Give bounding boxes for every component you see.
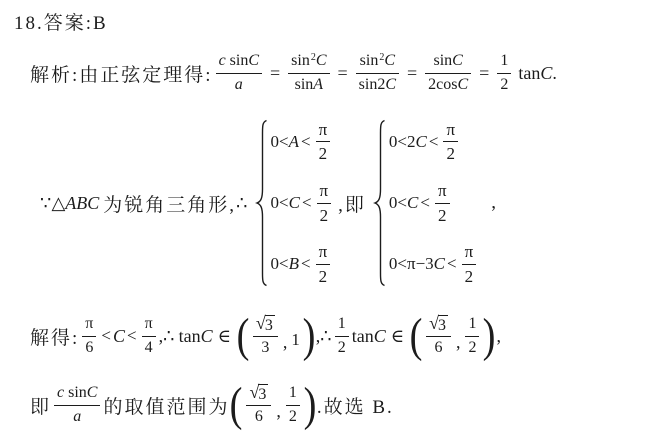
therefore-symbol: ∴ bbox=[236, 192, 248, 213]
less-than-sign: < bbox=[428, 131, 439, 151]
fraction-sqrt3-over-6 bbox=[246, 381, 271, 426]
answer-text: 18.答案:B bbox=[14, 12, 108, 34]
comma-therefore: ,∴ bbox=[158, 325, 175, 346]
math-token: π bbox=[446, 119, 456, 139]
math-token: A bbox=[313, 75, 324, 93]
math-token: sin bbox=[229, 52, 249, 70]
denominator bbox=[246, 405, 271, 426]
numerator bbox=[142, 315, 156, 335]
fraction-pi-over-2 bbox=[317, 181, 332, 225]
denominator bbox=[216, 73, 262, 94]
math-token: 1 bbox=[468, 315, 477, 333]
math-token: 2 bbox=[500, 75, 509, 93]
radicand: 3 bbox=[264, 316, 273, 334]
fraction-sqrt3-over-6 bbox=[426, 312, 451, 357]
denominator bbox=[82, 336, 96, 357]
numerator bbox=[288, 52, 329, 72]
math-token: 1 bbox=[500, 52, 509, 70]
math-token: C bbox=[200, 325, 213, 346]
math-token: C bbox=[373, 325, 386, 346]
comma: , bbox=[491, 192, 498, 213]
math-token: ABC bbox=[65, 192, 100, 213]
numerator bbox=[286, 384, 300, 404]
math-token: C bbox=[415, 131, 427, 151]
math-token: C bbox=[452, 52, 463, 70]
range-text: 的取值范围为 bbox=[103, 396, 230, 418]
case-row bbox=[271, 120, 335, 164]
math-token: C bbox=[540, 62, 553, 83]
math-token: 2cos bbox=[428, 75, 458, 93]
math-token: sin bbox=[291, 52, 310, 70]
equals-sign: = bbox=[270, 62, 281, 83]
denominator bbox=[356, 73, 399, 94]
math-token: C bbox=[457, 75, 469, 93]
math-token: C bbox=[407, 193, 419, 212]
square-root bbox=[249, 381, 268, 403]
right-paren: ) bbox=[483, 309, 496, 362]
denominator bbox=[435, 203, 450, 226]
equals-sign: = bbox=[337, 62, 348, 83]
math-token: C bbox=[433, 254, 446, 274]
denominator bbox=[253, 336, 278, 357]
numerator bbox=[216, 52, 262, 72]
period: . bbox=[552, 62, 557, 83]
math-token: C bbox=[384, 52, 396, 70]
fraction-sqrt3-over-3 bbox=[253, 312, 278, 357]
numerator bbox=[497, 52, 511, 72]
case-row bbox=[389, 181, 479, 225]
math-token: 1 bbox=[291, 330, 300, 349]
math-token: π bbox=[318, 119, 328, 139]
numerator bbox=[431, 52, 466, 72]
answer-line bbox=[14, 8, 651, 34]
math-token: 0<π−3 bbox=[388, 254, 434, 274]
math-token: C bbox=[248, 52, 260, 70]
math-token: C bbox=[385, 75, 397, 93]
superscript-2: 2 bbox=[310, 52, 316, 64]
math-token: sin bbox=[68, 384, 87, 402]
numerator bbox=[246, 381, 271, 405]
comma: , bbox=[282, 331, 288, 352]
square-root bbox=[255, 312, 275, 334]
comma: , bbox=[496, 325, 501, 346]
fraction-csinC-over-a bbox=[216, 52, 262, 94]
less-than-sign: < bbox=[301, 254, 311, 274]
math-token: 0< bbox=[270, 193, 289, 212]
math-token: sin bbox=[359, 52, 379, 70]
numerator bbox=[316, 120, 331, 142]
fraction-sin2C-over-sinA bbox=[288, 52, 329, 94]
equals-sign: = bbox=[479, 62, 490, 83]
denominator bbox=[426, 336, 451, 357]
math-token: sin bbox=[433, 52, 453, 70]
numerator bbox=[317, 181, 332, 203]
denominator bbox=[316, 264, 331, 287]
math-token: tan bbox=[178, 325, 201, 346]
math-token: tan bbox=[351, 325, 374, 346]
math-token: 6 bbox=[254, 407, 263, 425]
math-token: 6 bbox=[434, 338, 443, 356]
math-token: c bbox=[57, 384, 65, 402]
math-token: π bbox=[318, 242, 328, 262]
superscript-2: 2 bbox=[379, 52, 385, 64]
fraction-csinC-over-a bbox=[54, 384, 100, 426]
fraction-one-half bbox=[286, 384, 300, 426]
cases-line bbox=[40, 115, 651, 291]
namely-text: 即 bbox=[30, 396, 52, 418]
comma: , bbox=[276, 400, 281, 421]
derivation-prefix: 解析:由正弦定理得: bbox=[30, 64, 213, 86]
case-row bbox=[389, 242, 479, 286]
less-than-sign: < bbox=[126, 326, 137, 345]
math-token: a bbox=[73, 407, 82, 425]
math-token: 0<2 bbox=[388, 131, 416, 151]
math-token: 0< bbox=[388, 193, 407, 212]
numerator bbox=[253, 312, 278, 336]
math-token: C bbox=[288, 193, 300, 212]
math-token: C bbox=[86, 384, 98, 402]
math-token: B bbox=[288, 254, 299, 274]
fraction-pi-over-2 bbox=[316, 242, 331, 286]
fraction-pi-over-2 bbox=[435, 181, 450, 225]
math-token: 2 bbox=[318, 144, 328, 164]
equals-sign: = bbox=[407, 62, 418, 83]
because-triangle-symbol: ∵△ bbox=[40, 192, 66, 213]
denominator bbox=[497, 73, 511, 94]
derivation-line bbox=[30, 47, 651, 99]
math-token: 0< bbox=[270, 254, 289, 274]
denominator bbox=[425, 73, 471, 94]
denominator bbox=[54, 405, 100, 426]
comma: , bbox=[455, 331, 461, 352]
left-paren: ( bbox=[236, 309, 250, 362]
radicand: 3 bbox=[258, 385, 267, 403]
acute-triangle-text: 为锐角三角形, bbox=[103, 194, 237, 216]
numerator bbox=[465, 315, 479, 335]
math-token: 2 bbox=[468, 338, 477, 356]
denominator bbox=[288, 73, 329, 94]
numerator bbox=[435, 181, 450, 203]
radicand: 3 bbox=[437, 316, 446, 334]
radical-sign: √ bbox=[255, 312, 266, 333]
math-token: 2 bbox=[337, 338, 346, 356]
fraction-pi-over-2 bbox=[462, 242, 477, 286]
math-token: sin bbox=[294, 75, 314, 93]
range-line bbox=[30, 307, 651, 365]
math-token: 1 bbox=[288, 384, 297, 402]
denominator bbox=[465, 336, 479, 357]
solve-prefix: 解得: bbox=[30, 327, 80, 349]
denominator bbox=[142, 336, 156, 357]
math-token: 4 bbox=[144, 338, 153, 356]
numerator bbox=[357, 52, 398, 72]
math-token: C bbox=[112, 325, 125, 346]
left-curly-brace-icon bbox=[372, 119, 386, 287]
numerator bbox=[426, 312, 451, 336]
numerator bbox=[82, 315, 96, 335]
math-token: sin2 bbox=[358, 75, 386, 93]
math-token: π bbox=[144, 315, 153, 333]
right-paren: ) bbox=[303, 378, 317, 431]
math-token: π bbox=[319, 180, 329, 200]
math-token: 2 bbox=[288, 407, 297, 425]
choose-answer-text: .故选 B. bbox=[316, 396, 394, 418]
fraction-pi-over-4 bbox=[142, 315, 156, 357]
denominator bbox=[335, 336, 349, 357]
math-token: π bbox=[437, 180, 447, 200]
less-than-sign: < bbox=[301, 193, 312, 212]
numerator bbox=[335, 315, 349, 335]
math-token: A bbox=[288, 131, 299, 151]
numerator bbox=[443, 120, 458, 142]
math-token: 2 bbox=[319, 205, 329, 225]
numerator bbox=[54, 384, 100, 404]
conclusion-line bbox=[30, 375, 651, 435]
element-of-sign: ∈ bbox=[390, 325, 405, 346]
right-paren: ) bbox=[302, 309, 316, 362]
math-token: a bbox=[234, 75, 243, 93]
less-than-sign: < bbox=[447, 254, 457, 274]
denominator bbox=[462, 264, 477, 287]
denominator bbox=[443, 141, 458, 164]
math-token: tan bbox=[518, 62, 541, 83]
math-token: c bbox=[218, 52, 226, 70]
math-token: 2 bbox=[318, 266, 328, 286]
fraction-sinC-over-2cosC bbox=[425, 52, 471, 94]
fraction-pi-over-6 bbox=[82, 315, 96, 357]
math-token: C bbox=[315, 52, 327, 70]
math-token: 2 bbox=[464, 266, 474, 286]
fraction-sin2C-over-sin2C bbox=[356, 52, 399, 94]
cases-group-2 bbox=[389, 120, 479, 286]
denominator bbox=[316, 141, 331, 164]
math-token: 6 bbox=[85, 338, 94, 356]
namely-text: ,即 bbox=[338, 194, 366, 216]
less-than-sign: < bbox=[420, 193, 430, 212]
denominator bbox=[286, 405, 300, 426]
math-token: 3 bbox=[261, 338, 270, 356]
fraction-one-half bbox=[335, 315, 349, 357]
fraction-one-half bbox=[465, 315, 479, 357]
math-token: 2 bbox=[446, 144, 455, 164]
math-token: π bbox=[85, 315, 94, 333]
denominator bbox=[317, 203, 332, 226]
case-row bbox=[271, 181, 335, 225]
left-paren: ( bbox=[409, 309, 423, 362]
math-token: 2 bbox=[437, 205, 447, 225]
fraction-pi-over-2 bbox=[443, 120, 458, 164]
left-curly-brace-icon bbox=[254, 119, 268, 287]
less-than-sign: < bbox=[301, 131, 311, 151]
square-root bbox=[429, 312, 448, 334]
case-row bbox=[389, 120, 479, 164]
math-token: π bbox=[464, 242, 474, 262]
math-token: 1 bbox=[337, 315, 346, 333]
case-row bbox=[271, 242, 335, 286]
math-token: 0< bbox=[270, 131, 289, 151]
radical-sign: √ bbox=[249, 381, 260, 402]
less-than-sign: < bbox=[101, 326, 111, 345]
cases-group-1 bbox=[271, 120, 335, 286]
fraction-pi-over-2 bbox=[316, 120, 331, 164]
left-paren: ( bbox=[230, 378, 243, 431]
element-of-sign: ∈ bbox=[217, 325, 231, 346]
fraction-one-half bbox=[497, 52, 511, 94]
numerator bbox=[462, 242, 477, 264]
radical-sign: √ bbox=[429, 312, 439, 333]
numerator bbox=[316, 242, 331, 264]
comma-therefore: ,∴ bbox=[315, 325, 332, 346]
